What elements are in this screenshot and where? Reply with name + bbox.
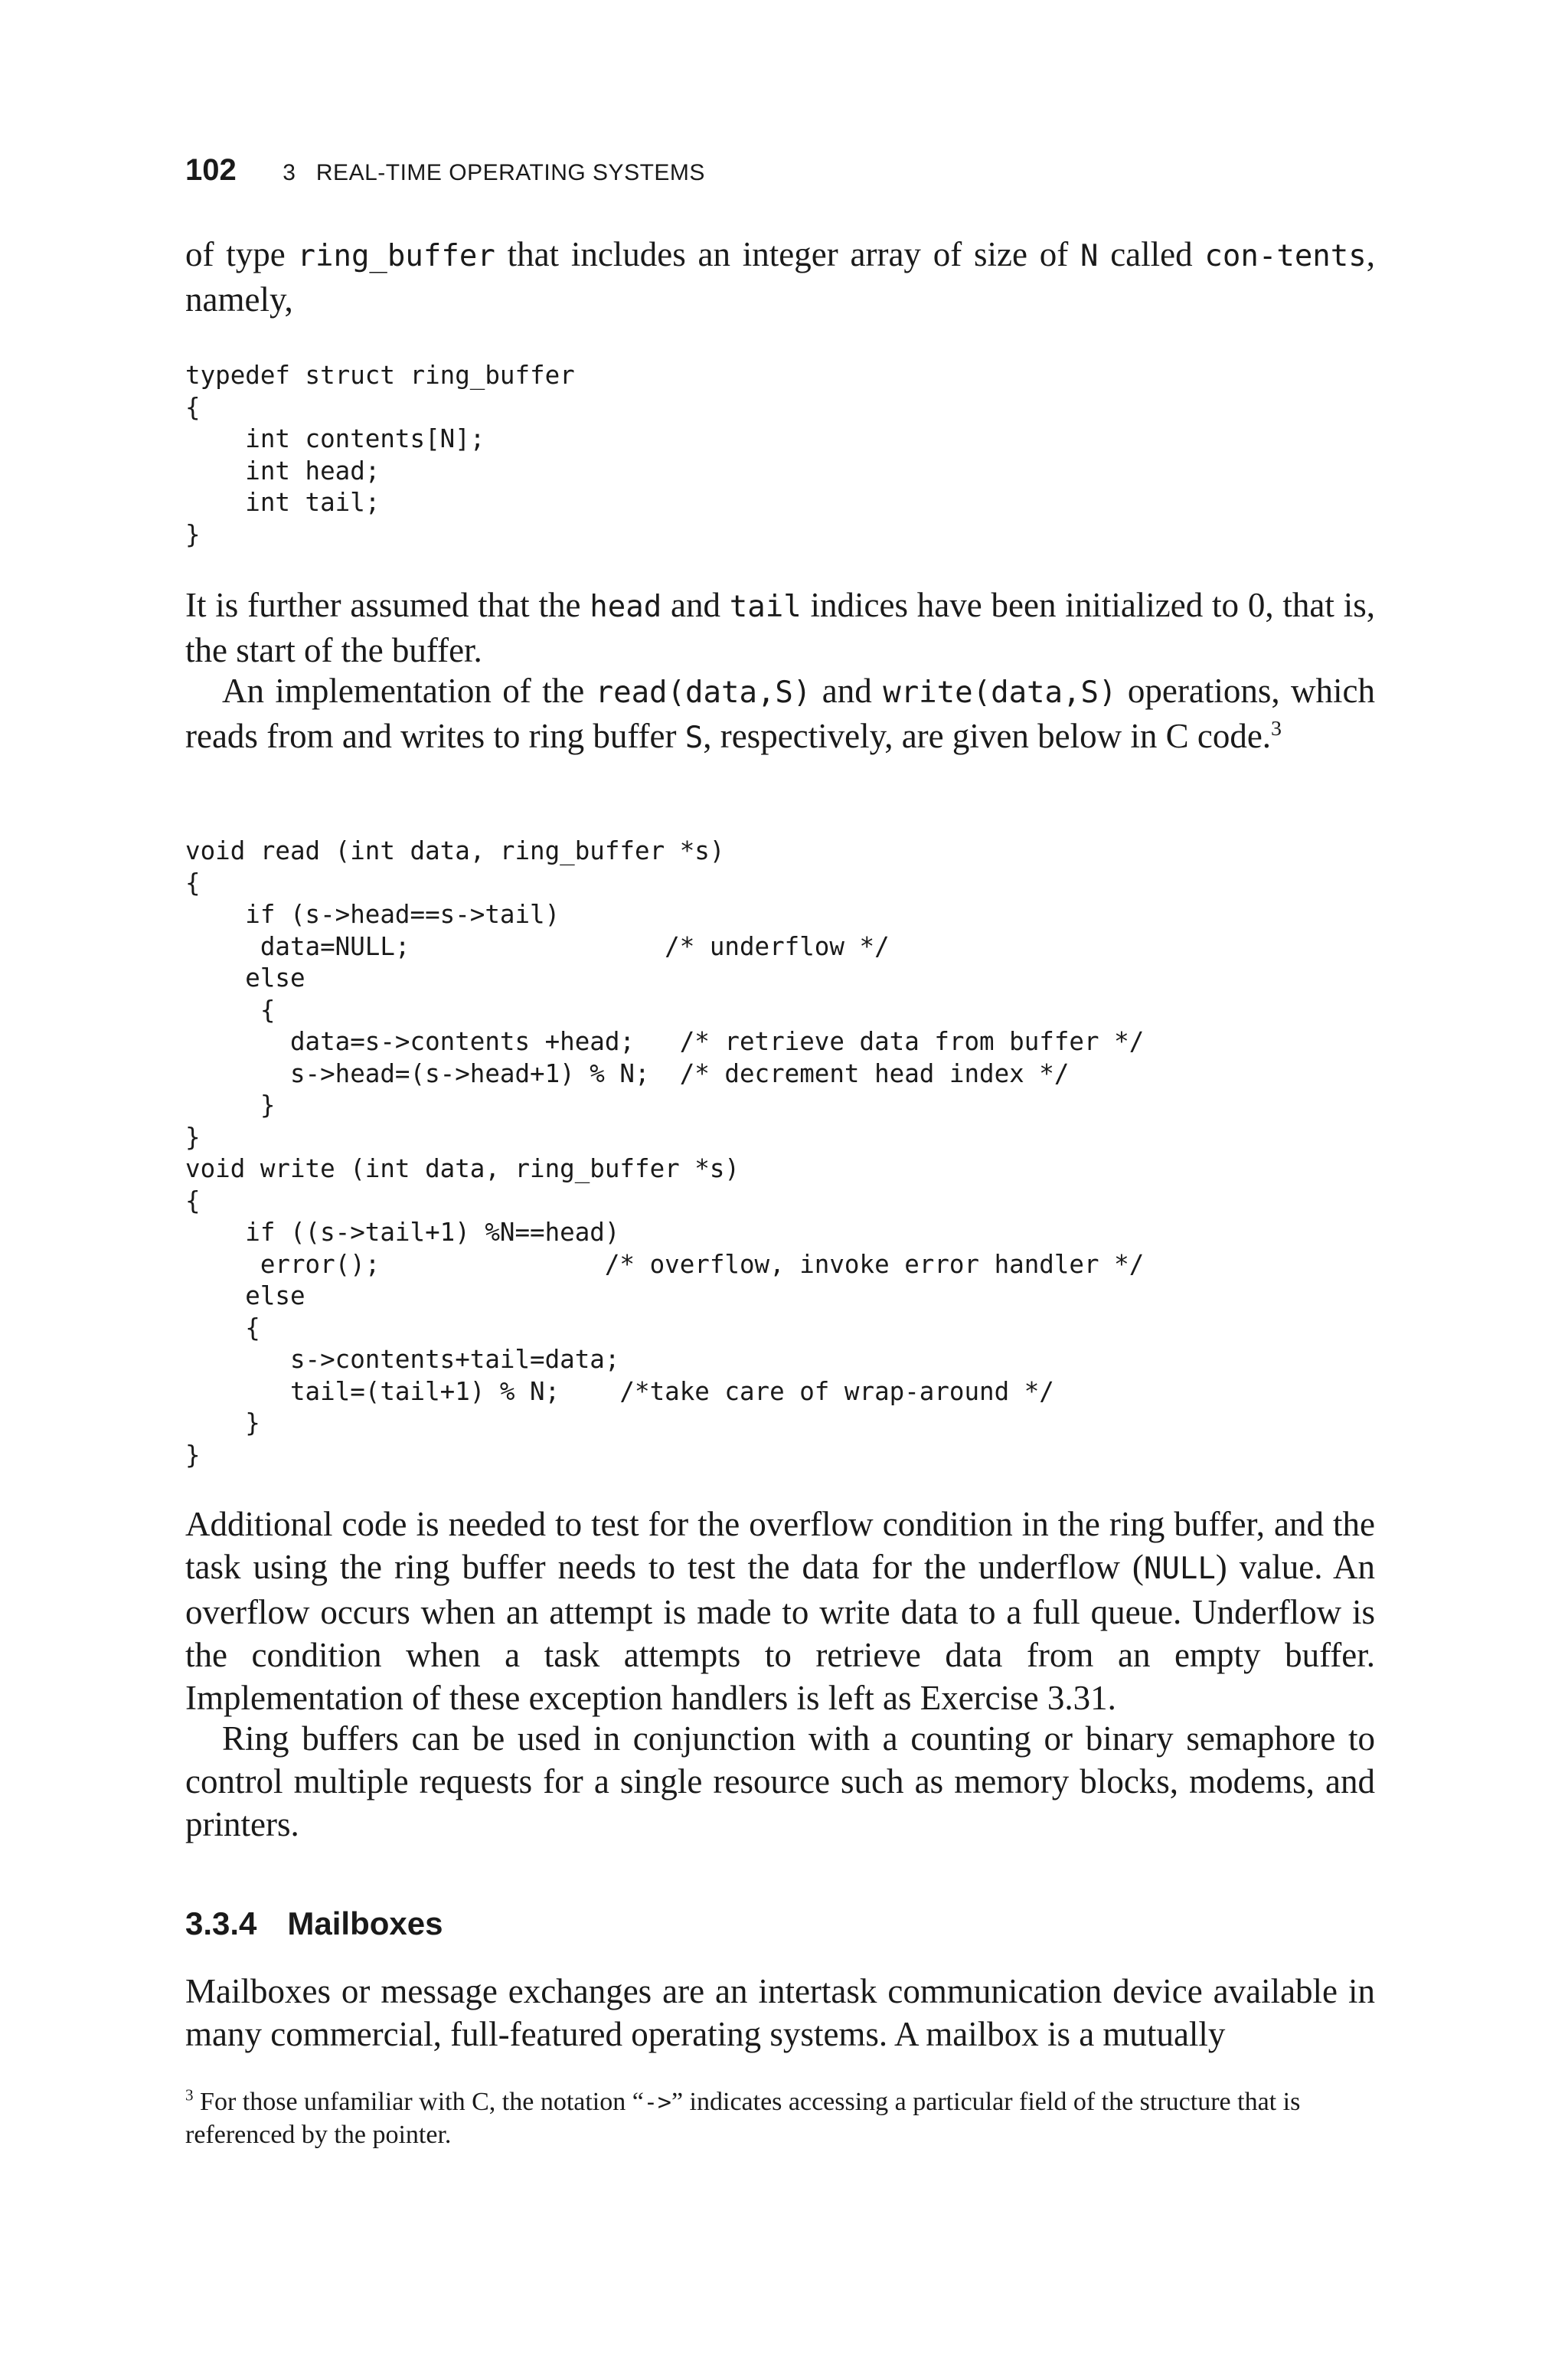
code-line: {: [185, 392, 201, 422]
code-line: }: [185, 1122, 201, 1152]
inline-code: tail: [729, 590, 802, 624]
inline-code: ->: [643, 2089, 671, 2116]
code-line: if ((s->tail+1) %N==head): [185, 1218, 620, 1247]
code-listing: [185, 360, 1375, 551]
paragraph-mailboxes: [185, 1970, 1375, 2056]
footnote-marker: 3: [185, 2085, 194, 2105]
inline-code: S: [684, 721, 704, 755]
code-line: {: [185, 995, 276, 1025]
section-number: 3.3.4: [185, 1905, 257, 1941]
code-line: void write (int data, ring_buffer *s): [185, 1154, 740, 1183]
inline-code: head: [590, 590, 662, 624]
code-line: }: [185, 1440, 201, 1470]
code-line: {: [185, 1186, 201, 1215]
paragraph-text: An implementation of the read(data,S) and write(data,S) operations, which reads from and writes to ring buffer S, respectively, are given below in C code.$^3$: [185, 672, 1375, 755]
paragraph-text: Ring buffers can be used in conjunction with a counting or binary semaphore to control multiple requests for a single resource such as memory blocks, modems, and printers.: [185, 1719, 1375, 1843]
footnote: [185, 2086, 1375, 2151]
paragraph-text: It is further assumed that the head and tail indices have been initialized to 0, that is, the start of the buffer.: [185, 586, 1375, 669]
code-line: int tail;: [185, 488, 381, 517]
page-number: 102: [185, 153, 237, 187]
paragraph-ring-buffer-type: [185, 233, 1375, 321]
code-line: else: [185, 1281, 305, 1310]
paragraph-indices: [185, 584, 1375, 672]
code-line: }: [185, 1091, 276, 1120]
code-line: else: [185, 963, 305, 993]
code-block-read-write: [185, 836, 1375, 1471]
code-line: {: [185, 1313, 260, 1343]
code-line: int head;: [185, 456, 381, 486]
code-line: typedef struct ring_buffer: [185, 361, 575, 390]
inline-code: read(data,S): [595, 675, 812, 710]
code-line: int contents[N];: [185, 424, 485, 453]
code-line: data=NULL; /* underflow */: [185, 931, 890, 961]
paragraph-implementation: [185, 669, 1375, 760]
footnote-reference: 3: [1271, 717, 1282, 741]
paragraph-text: of type ring_buffer that includes an integer array of size of N called con-tents, namely,: [185, 235, 1375, 319]
section-title: Mailboxes: [287, 1905, 443, 1941]
running-head: [185, 153, 705, 188]
inline-code: ring_buffer: [297, 239, 495, 273]
code-line: }: [185, 1408, 260, 1437]
code-line: }: [185, 519, 201, 549]
code-line: {: [185, 868, 201, 898]
code-line: s->contents+tail=data;: [185, 1345, 620, 1374]
paragraph-text: Mailboxes or message exchanges are an intertask communication device available in many commercial, full-featured operating systems. A mailbox is a mutually: [185, 1972, 1375, 2053]
inline-code: write(data,S): [883, 675, 1117, 710]
code-block-struct: [185, 360, 1375, 551]
inline-code: NULL: [1143, 1552, 1216, 1586]
code-listing: [185, 836, 1375, 1471]
paragraph-text: Additional code is needed to test for the overflow condition in the ring buffer, and the task using the ring buffer needs to test the data for the underflow (NULL) value. An overflow occurs when an attempt is made to write data to a full queue. Underflow is the condition when a task attempts to retrieve data from an empty buffer. Implementation of these exception handlers is left as Exercise 3.31.: [185, 1505, 1375, 1717]
code-line: if (s->head==s->tail): [185, 900, 560, 929]
inline-code: N: [1080, 239, 1099, 273]
chapter-title: 3 REAL-TIME OPERATING SYSTEMS: [283, 160, 705, 185]
footnote-text: $^3$ For those unfamiliar with C, the notation “->” indicates accessing a particular field of the structure that is referenced by the pointer.: [185, 2085, 1301, 2149]
section-heading: [185, 1905, 443, 1942]
inline-code: con-tents: [1204, 239, 1367, 273]
code-line: void read (int data, ring_buffer *s): [185, 836, 725, 865]
code-line: s->head=(s->head+1) % N; /* decrement head index */: [185, 1058, 1070, 1088]
code-line: tail=(tail+1) % N; /*take care of wrap-around */: [185, 1376, 1054, 1406]
paragraph-overflow: [185, 1503, 1375, 1719]
code-line: error(); /* overflow, invoke error handler */: [185, 1249, 1145, 1279]
code-line: data=s->contents +head; /* retrieve data from buffer */: [185, 1027, 1145, 1056]
paragraph-ring-buffers-use: [185, 1717, 1375, 1846]
